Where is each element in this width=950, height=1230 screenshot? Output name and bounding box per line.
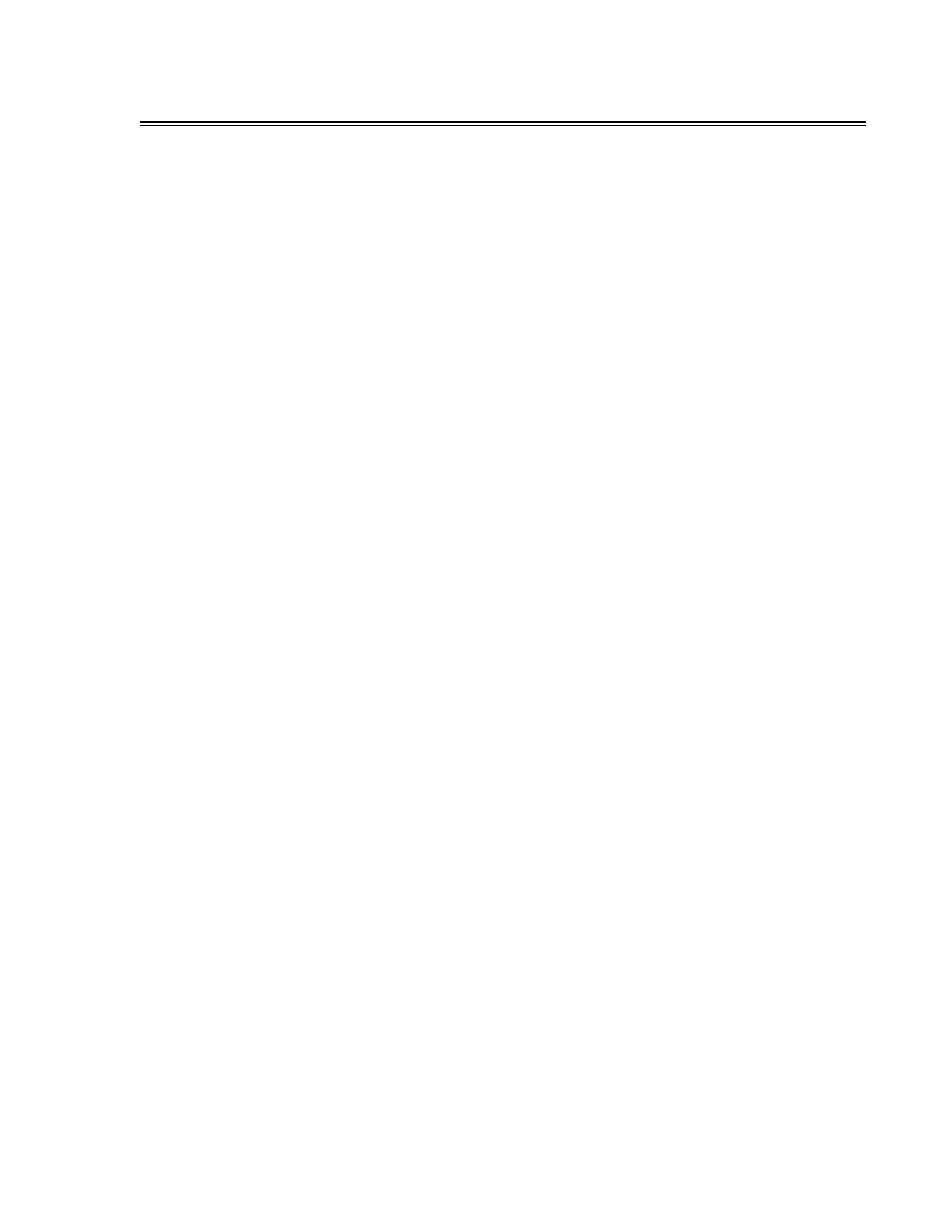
header-rule-thin [140,125,866,126]
header-rule-thick [140,121,866,123]
